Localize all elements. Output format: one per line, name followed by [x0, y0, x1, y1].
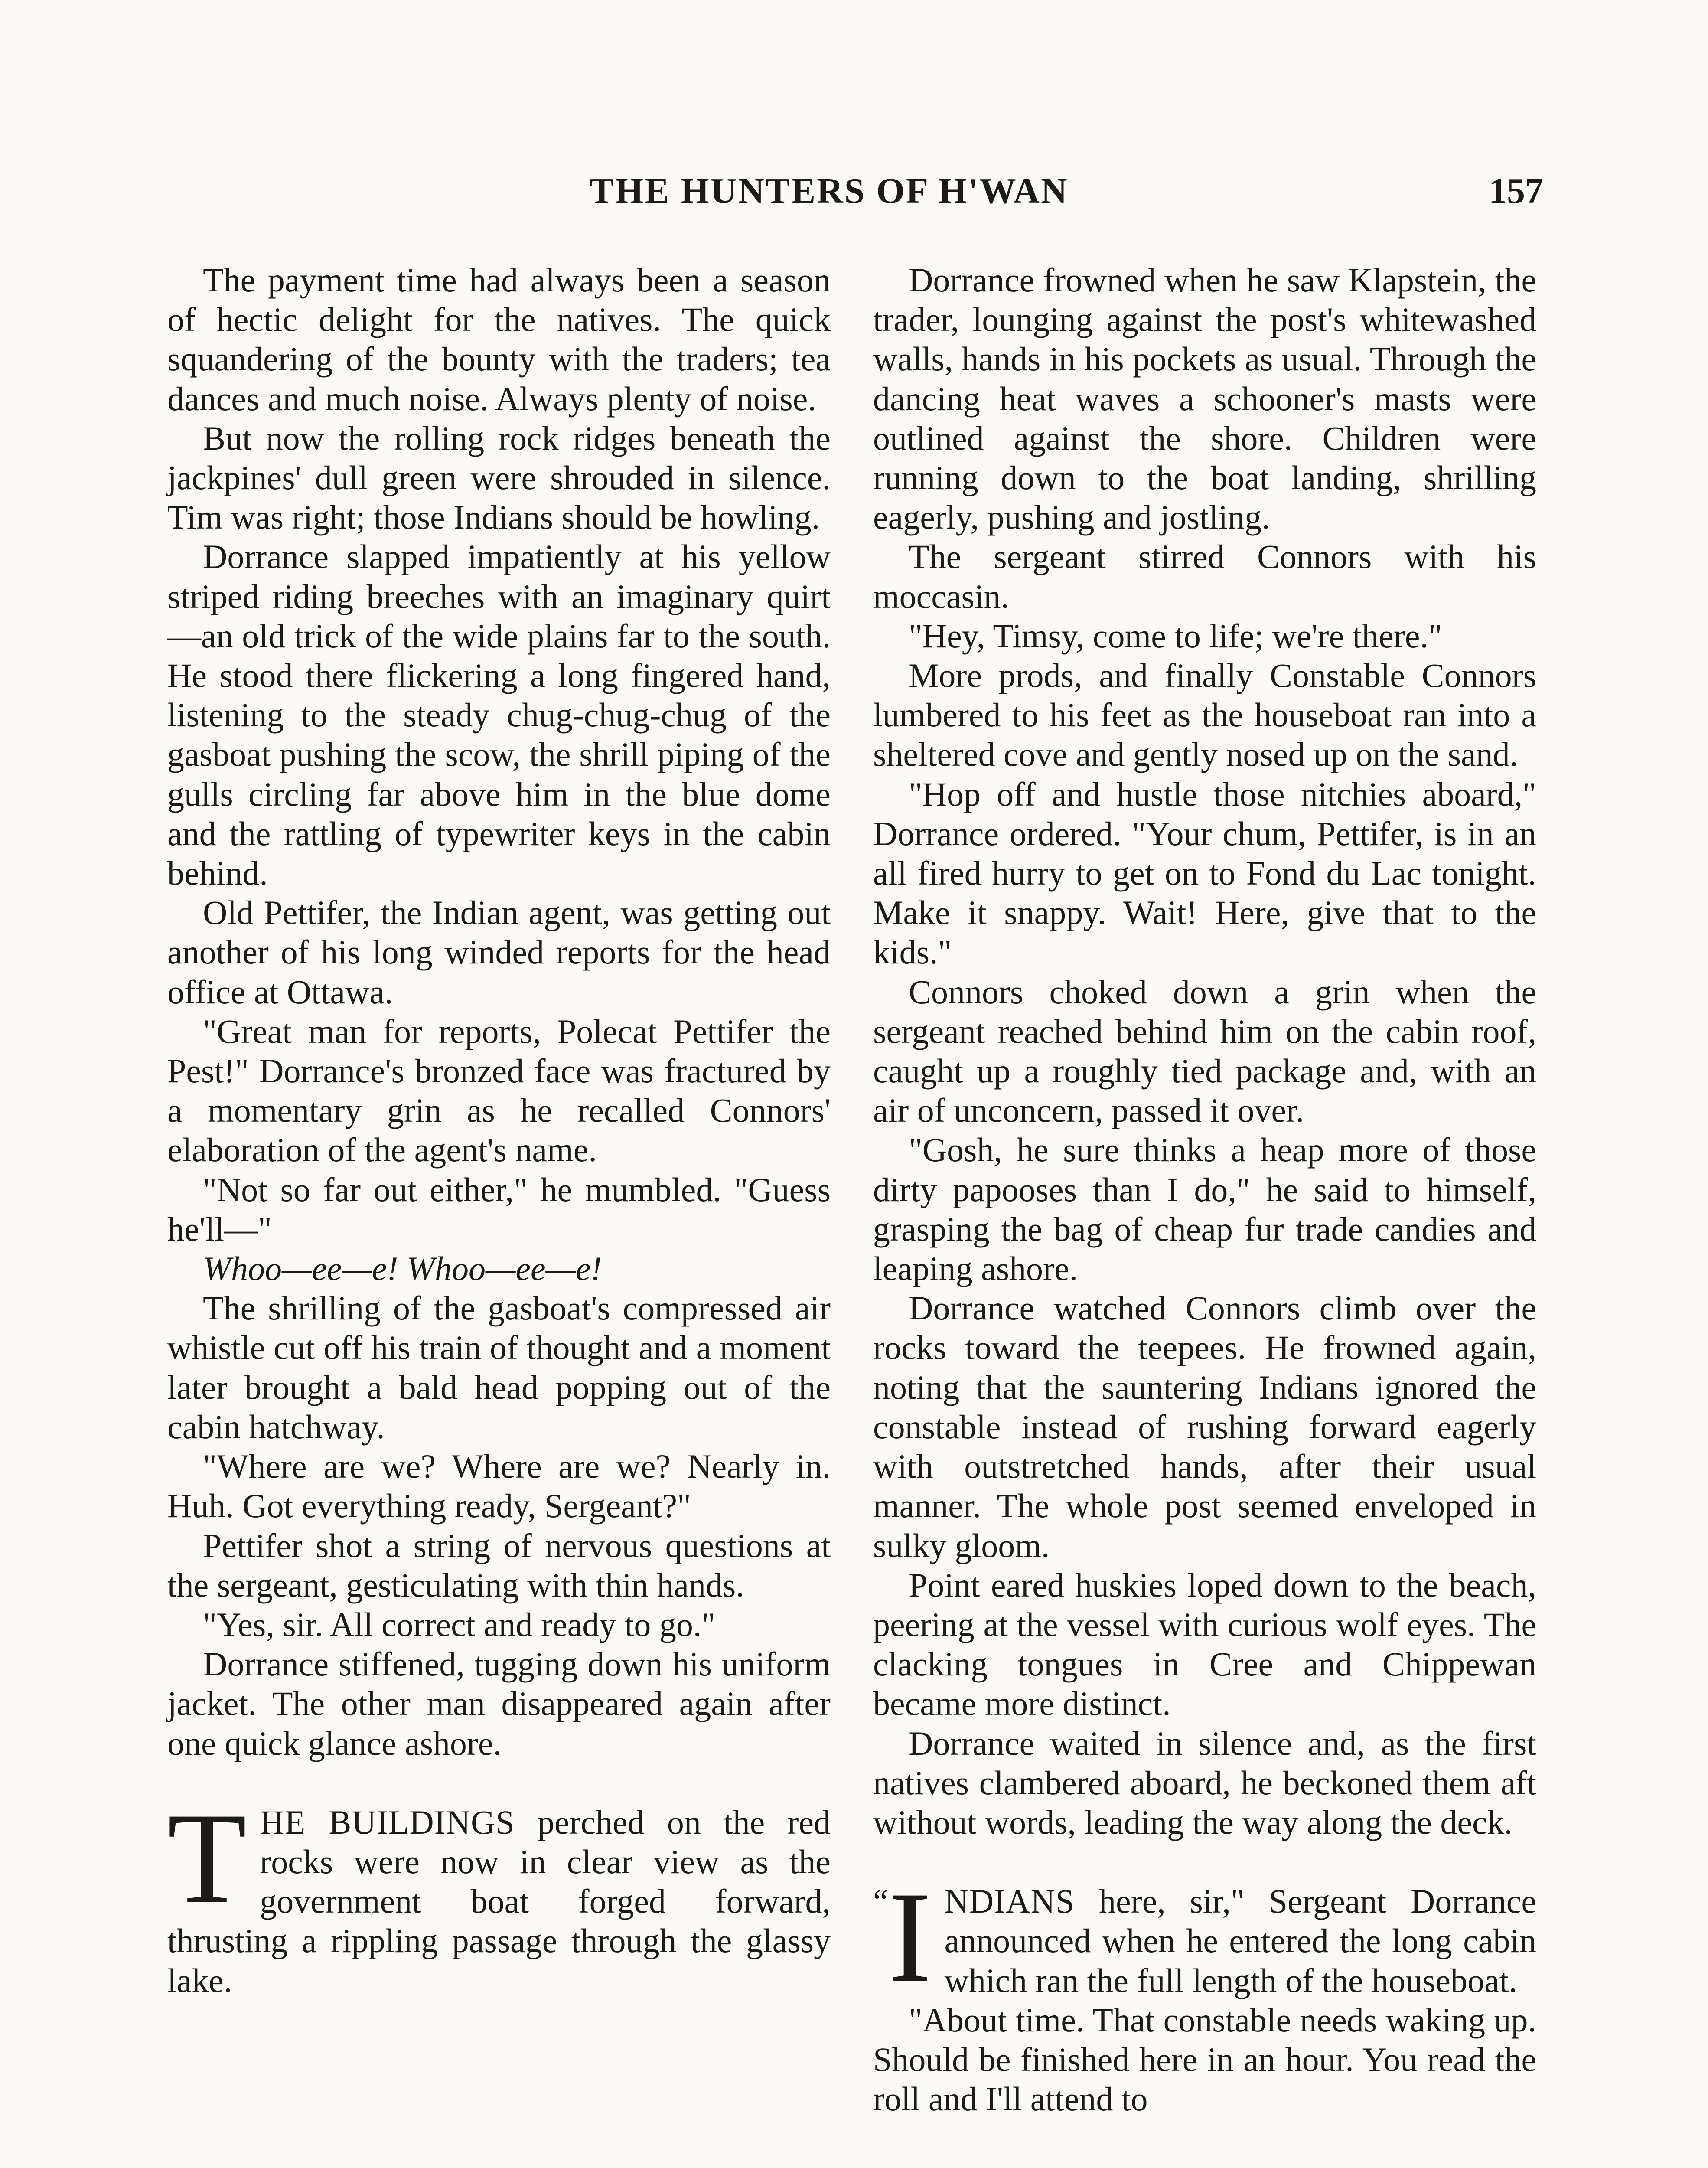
paragraph: More prods, and finally Constable Connors lumbered to his feet as the houseboat ran into a sheltered cove and gently nosed up on the sand. [873, 656, 1536, 774]
paragraph: Dorrance slapped impatiently at his yellow striped riding breeches with an imaginary quirt—an old trick of the wide plains far to the south. He stood there flickering a long fingered hand, listening to the steady chug-chug-chug of the gasboat pushing the scow, the shrill piping of the gulls circling far above him in the blue dome and the rattling of typewriter keys in the cabin behind. [167, 538, 831, 892]
paragraph: Connors choked down a grin when the sergeant reached behind him on the cabin roof, caught up a roughly tied package and, with an air of unconcern, passed it over. [873, 973, 1536, 1130]
paragraph: "Yes, sir. All correct and ready to go." [203, 1605, 716, 1643]
paragraph: "Hop off and hustle those nitchies aboard," Dorrance ordered. "Your chum, Pettifer, is in an all fired hurry to get on to Fond du Lac tonight. Make it snappy. Wait! Here, give that to the kids." [873, 775, 1536, 971]
section-text: perched on the red rocks were now in clear view as the government boat forged forward, thrusting a rippling passage through the glassy lake. [167, 1803, 831, 1999]
page-number: 157 [1489, 171, 1543, 211]
paragraph: "Where are we? Where are we? Nearly in. Huh. Got everything ready, Sergeant?" [167, 1447, 831, 1525]
paragraph: Dorrance stiffened, tugging down his uniform jacket. The other man disappeared again after one quick glance ashore. [167, 1645, 831, 1762]
running-title: THE HUNTERS OF H'WAN [590, 171, 1069, 211]
left-column [167, 260, 831, 2000]
opening-quote: “ [873, 1882, 888, 1920]
section-first-paragraph [873, 1865, 1536, 2009]
paragraph: Pettifer shot a string of nervous questions at the sergeant, gesticulating with thin hands. [167, 1526, 831, 1604]
drop-cap: T [167, 1786, 247, 1930]
paragraph: Dorrance waited in silence and, as the first natives clambered aboard, he beckoned them aft without words, leading the way along the deck. [873, 1724, 1536, 1841]
paragraph: The shrilling of the gasboat's compressed air whistle cut off his train of thought and a moment later brought a bald head popping out of the cabin hatchway. [167, 1289, 831, 1446]
section-first-paragraph [167, 1786, 831, 2000]
paragraph: The payment time had always been a season of hectic delight for the natives. The quick squandering of the bounty with the traders; tea dances and much noise. Always plenty of noise. [167, 261, 831, 418]
paragraph: "Great man for reports, Polecat Pettifer the Pest!" Dorrance's bronzed face was fractured by a momentary grin as he recalled Connors' elaboration of the agent's name. [167, 1012, 831, 1169]
section-opening [873, 1865, 1536, 2119]
lead-in-smallcaps: HE BUILDINGS [260, 1803, 515, 1841]
paragraph: "Hey, Timsy, come to life; we're there." [909, 617, 1442, 655]
paragraph: "Gosh, he sure thinks a heap more of those dirty papooses than I do," he said to himself, grasping the bag of cheap fur trade candies and leaping ashore. [873, 1131, 1536, 1288]
running-header [0, 170, 1708, 222]
paragraph: But now the rolling rock ridges beneath the jackpines' dull green were shrouded in silence. Tim was right; those Indians should be howling. [167, 419, 831, 536]
paragraph: Old Pettifer, the Indian agent, was getting out another of his long winded reports for the head office at Ottawa. [167, 894, 831, 1011]
paragraph: "Not so far out either," he mumbled. "Guess he'll—" [167, 1170, 831, 1248]
drop-cap: I [888, 1865, 932, 2009]
whistle-sound-line: Whoo—ee—e! Whoo—ee—e! [203, 1250, 602, 1288]
paragraph: Dorrance watched Connors climb over the rocks toward the teepees. He frowned again, noting that the sauntering Indians ignored the constable instead of rushing forward eagerly with outstretched hands, after their usual manner. The whole post seemed enveloped in sulky gloom. [873, 1289, 1536, 1564]
paragraph: Dorrance frowned when he saw Klapstein, the trader, lounging against the post's whitewashed walls, hands in his pockets as usual. Through the dancing heat waves a schooner's masts were outlined against the shore. Children were running down to the boat landing, shrilling eagerly, pushing and jostling. [873, 261, 1536, 536]
section-text: here, sir," Sergeant Dorrance announced when he entered the long cabin which ran the full length of the houseboat. [944, 1882, 1536, 1999]
right-column [873, 260, 1536, 2119]
paragraph: "About time. That constable needs waking up. Should be finished here in an hour. You read the roll and I'll attend to [873, 2001, 1536, 2118]
lead-in-smallcaps: NDIANS [944, 1882, 1075, 1920]
section-opening [167, 1786, 831, 2000]
paragraph: Point eared huskies loped down to the beach, peering at the vessel with curious wolf eyes. The clacking tongues in Cree and Chippewan became more distinct. [873, 1566, 1536, 1723]
paragraph: The sergeant stirred Connors with his moccasin. [873, 538, 1536, 615]
